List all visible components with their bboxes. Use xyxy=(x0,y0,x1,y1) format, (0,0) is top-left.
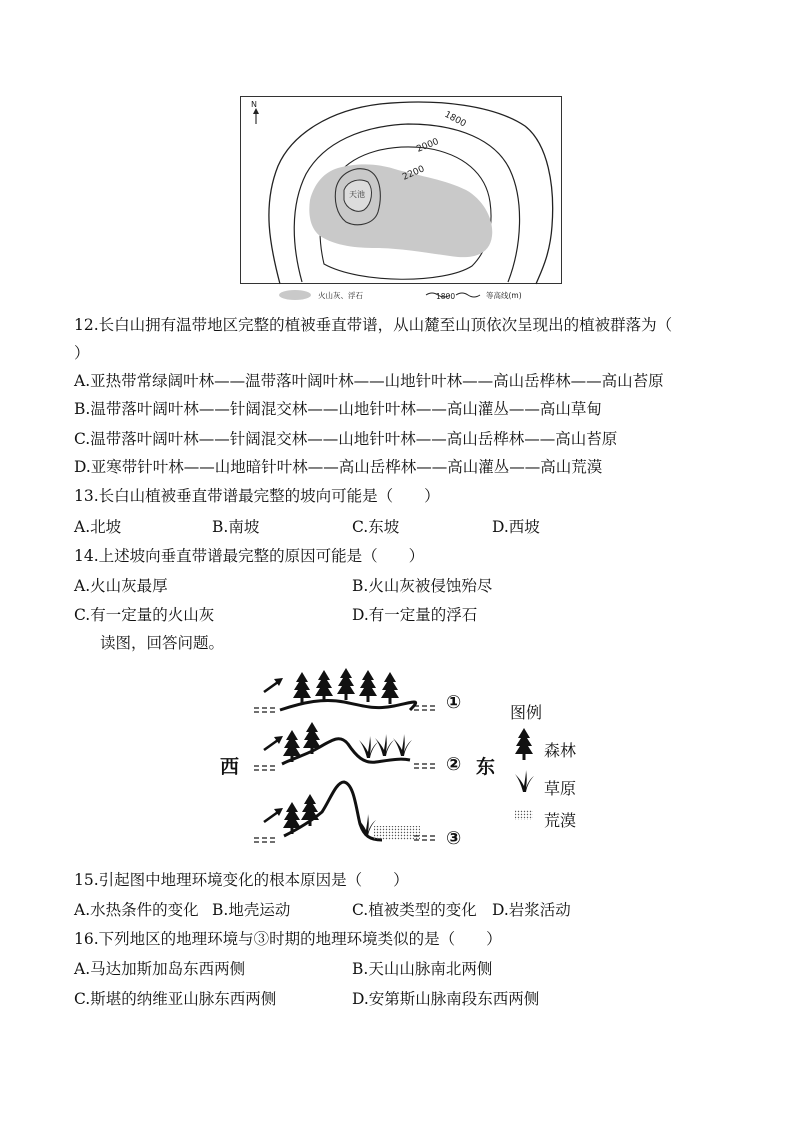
west-label: 西 xyxy=(220,756,240,778)
question-15-option-b[interactable]: B.地壳运动 xyxy=(212,901,291,919)
question-13-stem: 13.长白山植被垂直带谱最完整的坡向可能是（ ） xyxy=(74,487,440,505)
question-12-stem: 12.长白山拥有温带地区完整的植被垂直带谱，从山麓至山顶依次呈现出的植被群落为（ xyxy=(74,316,673,334)
question-15-option-a[interactable]: A.水热条件的变化 xyxy=(74,901,199,919)
legend-title: 图例 xyxy=(510,703,543,722)
question-16-stem: 16.下列地区的地理环境与③时期的地理环境类似的是（ ） xyxy=(74,930,502,948)
reading-prompt: 读图，回答问题。 xyxy=(100,634,225,652)
question-14-option-d[interactable]: D.有一定量的浮石 xyxy=(352,606,478,624)
changbai-contour-map xyxy=(240,96,562,308)
desert-dots xyxy=(374,826,420,840)
legend-grassland-label: 草原 xyxy=(544,779,577,798)
legend-desert-icon xyxy=(515,810,533,820)
stage-2-label: ② xyxy=(446,754,462,775)
lake-label: 天池 xyxy=(349,190,365,199)
question-13-option-b[interactable]: B.南坡 xyxy=(212,518,260,536)
stage-1-label: ① xyxy=(446,692,462,713)
question-12-option-d[interactable]: D.亚寒带针叶林——山地暗针叶林——高山岳桦林——高山灌丛——高山荒漠 xyxy=(74,458,603,476)
contour-label-1800: 1800 xyxy=(442,109,468,130)
question-15-stem: 15.引起图中地理环境变化的根本原因是（ ） xyxy=(74,871,409,889)
question-14-option-a[interactable]: A.火山灰最厚 xyxy=(74,577,168,595)
question-12-stem-end: ） xyxy=(74,344,90,362)
question-14-stem: 14.上述坡向垂直带谱最完整的原因可能是（ ） xyxy=(74,547,425,565)
stage-3-label: ③ xyxy=(446,828,462,849)
legend-grassland-icon xyxy=(515,770,534,792)
question-12-option-a[interactable]: A.亚热带常绿阔叶林——温带落叶阔叶林——山地针叶林——高山岳桦林——高山苔原 xyxy=(74,372,664,390)
question-13-option-a[interactable]: A.北坡 xyxy=(74,518,122,536)
question-15-option-c[interactable]: C.植被类型的变化 xyxy=(352,901,477,919)
question-16-option-a[interactable]: A.马达加斯加岛东西两侧 xyxy=(74,960,246,978)
contour-label-2200: 2200 xyxy=(401,164,427,183)
stage-1-landform xyxy=(254,668,435,712)
stage-3-landform xyxy=(254,782,435,842)
stage-2-landform xyxy=(254,722,435,770)
legend-forest-icon xyxy=(515,728,533,760)
question-16-option-c[interactable]: C.斯堪的纳维亚山脉东西两侧 xyxy=(74,990,277,1008)
question-16-option-b[interactable]: B.天山山脉南北两侧 xyxy=(352,960,493,978)
question-14-option-b[interactable]: B.火山灰被侵蚀殆尽 xyxy=(352,577,493,595)
contour-legend-label: 等高线(m) xyxy=(486,291,522,300)
question-16-option-d[interactable]: D.安第斯山脉南段东西两侧 xyxy=(352,990,540,1008)
contour-label-2000: 2000 xyxy=(415,136,441,155)
ash-legend-swatch xyxy=(279,290,311,300)
question-12-option-b[interactable]: B.温带落叶阔叶林——针阔混交林——山地针叶林——高山灌丛——高山草甸 xyxy=(74,400,602,418)
landform-evolution-diagram xyxy=(214,660,594,856)
contour-legend-value: 1800 xyxy=(436,292,456,301)
question-14-option-c[interactable]: C.有一定量的火山灰 xyxy=(74,606,215,624)
question-12-option-c[interactable]: C.温带落叶阔叶林——针阔混交林——山地针叶林——高山岳桦林——高山苔原 xyxy=(74,430,618,448)
question-13-option-c[interactable]: C.东坡 xyxy=(352,518,400,536)
legend-desert-label: 荒漠 xyxy=(544,811,577,830)
question-13-option-d[interactable]: D.西坡 xyxy=(492,518,540,536)
question-15-option-d[interactable]: D.岩浆活动 xyxy=(492,901,571,919)
north-label: N xyxy=(251,100,257,109)
east-label: 东 xyxy=(476,756,496,778)
legend-forest-label: 森林 xyxy=(544,741,577,760)
ash-legend-label: 火山灰、浮石 xyxy=(318,291,363,300)
